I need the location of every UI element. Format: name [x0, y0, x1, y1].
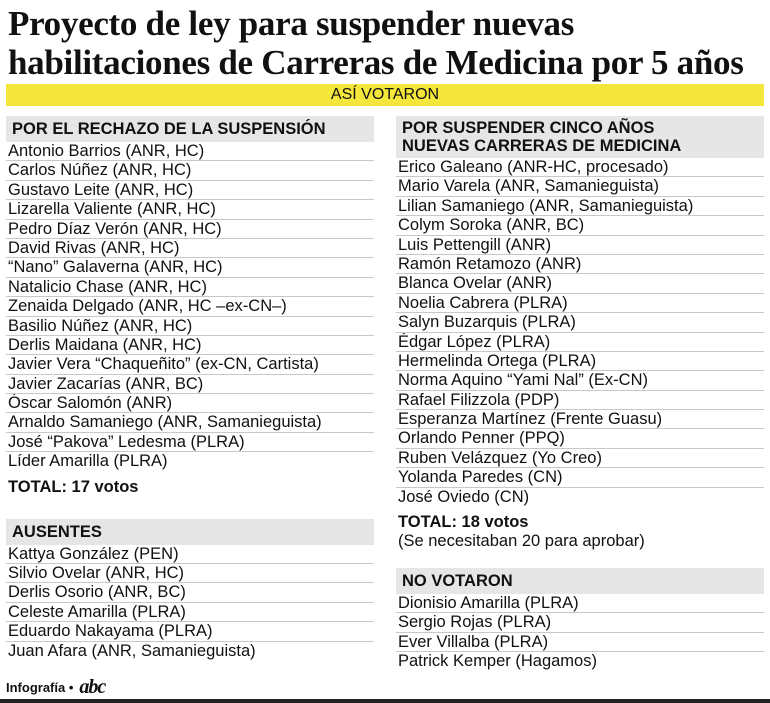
list-item: Patrick Kemper (Hagamos) — [398, 652, 597, 671]
list-item: Lizarella Valiente (ANR, HC) — [6, 200, 374, 219]
list-item: Pedro Díaz Verón (ANR, HC) — [6, 220, 374, 239]
list-item: Javier Vera “Chaqueñito” (ex-CN, Cartista) — [6, 355, 374, 374]
list-item: Gustavo Leite (ANR, HC) — [6, 181, 374, 200]
list-item: Yolanda Paredes (CN) — [396, 468, 764, 487]
section-heading-absent: AUSENTES — [6, 519, 374, 545]
list-item: Líder Amarilla (PLRA) — [8, 452, 168, 471]
section-heading-in-favor — [396, 116, 764, 158]
against-list — [6, 142, 374, 471]
list-item: Javier Zacarías (ANR, BC) — [6, 375, 374, 394]
list-item: Antonio Barrios (ANR, HC) — [6, 142, 374, 161]
list-item: Celeste Amarilla (PLRA) — [6, 603, 374, 622]
list-item: Kattya González (PEN) — [6, 545, 374, 564]
list-item: Colym Soroka (ANR, BC) — [396, 216, 764, 235]
no-vote-list — [396, 594, 764, 671]
list-item: Erico Galeano (ANR-HC, procesado) — [396, 158, 764, 177]
list-item: Dionisio Amarilla (PLRA) — [396, 594, 764, 613]
list-item: Hermelinda Ortega (PLRA) — [396, 352, 764, 371]
list-item: Carlos Núñez (ANR, HC) — [6, 161, 374, 180]
list-item: Basilio Núñez (ANR, HC) — [6, 317, 374, 336]
list-item: Óscar Salomón (ANR) — [6, 394, 374, 413]
bottom-rule — [0, 699, 770, 703]
list-item: Orlando Penner (PPQ) — [396, 429, 764, 448]
abc-logo-text: abc — [79, 676, 106, 698]
spacer — [396, 550, 764, 568]
in-favor-total: TOTAL: 18 votos — [398, 513, 529, 532]
section-heading-in-favor-line1: POR SUSPENDER CINCO AÑOS — [402, 119, 655, 137]
list-item: Eduardo Nakayama (PLRA) — [6, 622, 374, 641]
list-item: David Rivas (ANR, HC) — [6, 239, 374, 258]
list-item: Mario Varela (ANR, Samanieguista) — [396, 177, 764, 196]
footer — [6, 677, 105, 697]
list-item: Luis Pettengill (ANR) — [396, 236, 764, 255]
banner-asi-votaron: ASÍ VOTARON — [6, 84, 764, 106]
list-item: Derlis Maidana (ANR, HC) — [6, 336, 374, 355]
list-item: Natalicio Chase (ANR, HC) — [6, 278, 374, 297]
absent-list — [6, 545, 374, 660]
list-item: Ramón Retamozo (ANR) — [396, 255, 764, 274]
against-total: TOTAL: 17 votos — [8, 477, 139, 496]
list-item: Sergio Rojas (PLRA) — [396, 613, 764, 632]
list-item: Derlis Osorio (ANR, BC) — [6, 583, 374, 602]
list-item: “Nano” Galaverna (ANR, HC) — [6, 258, 374, 277]
list-item: Zenaida Delgado (ANR, HC –ex-CN–) — [6, 297, 374, 316]
list-item: Salyn Buzarquis (PLRA) — [396, 313, 764, 332]
spacer — [6, 497, 374, 519]
list-item: Arnaldo Samaniego (ANR, Samanieguista) — [6, 413, 374, 432]
in-favor-list — [396, 158, 764, 506]
list-item: Blanca Ovelar (ANR) — [396, 274, 764, 293]
list-item: Rafael Filizzola (PDP) — [396, 391, 764, 410]
list-item: Ever Villalba (PLRA) — [396, 633, 764, 652]
list-item: José “Pakova” Ledesma (PLRA) — [6, 433, 374, 452]
list-item: Norma Aquino “Yami Nal” (Ex-CN) — [396, 371, 764, 390]
list-item: Esperanza Martínez (Frente Guasu) — [396, 410, 764, 429]
abc-logo — [79, 678, 105, 696]
list-item: Ruben Velázquez (Yo Creo) — [396, 449, 764, 468]
list-item: Silvio Ovelar (ANR, HC) — [6, 564, 374, 583]
list-item: Édgar López (PLRA) — [396, 333, 764, 352]
section-heading-no-vote: NO VOTARON — [396, 568, 764, 594]
footer-credit: Infografía • — [6, 679, 74, 695]
list-item: Juan Afara (ANR, Samanieguista) — [8, 641, 256, 660]
page-title: Proyecto de ley para suspender nuevas habilitaciones de Carreras de Medicina por 5 años — [8, 4, 744, 82]
section-heading-in-favor-line2: NUEVAS CARRERAS DE MEDICINA — [402, 137, 682, 155]
list-item: Lilian Samaniego (ANR, Samanieguista) — [396, 197, 764, 216]
right-column — [396, 116, 764, 671]
in-favor-note: (Se necesitaban 20 para aprobar) — [398, 532, 645, 551]
list-item: Noelia Cabrera (PLRA) — [396, 294, 764, 313]
section-heading-against: POR EL RECHAZO DE LA SUSPENSIÓN — [6, 116, 374, 142]
list-item: José Oviedo (CN) — [398, 487, 530, 506]
left-column — [6, 116, 374, 660]
